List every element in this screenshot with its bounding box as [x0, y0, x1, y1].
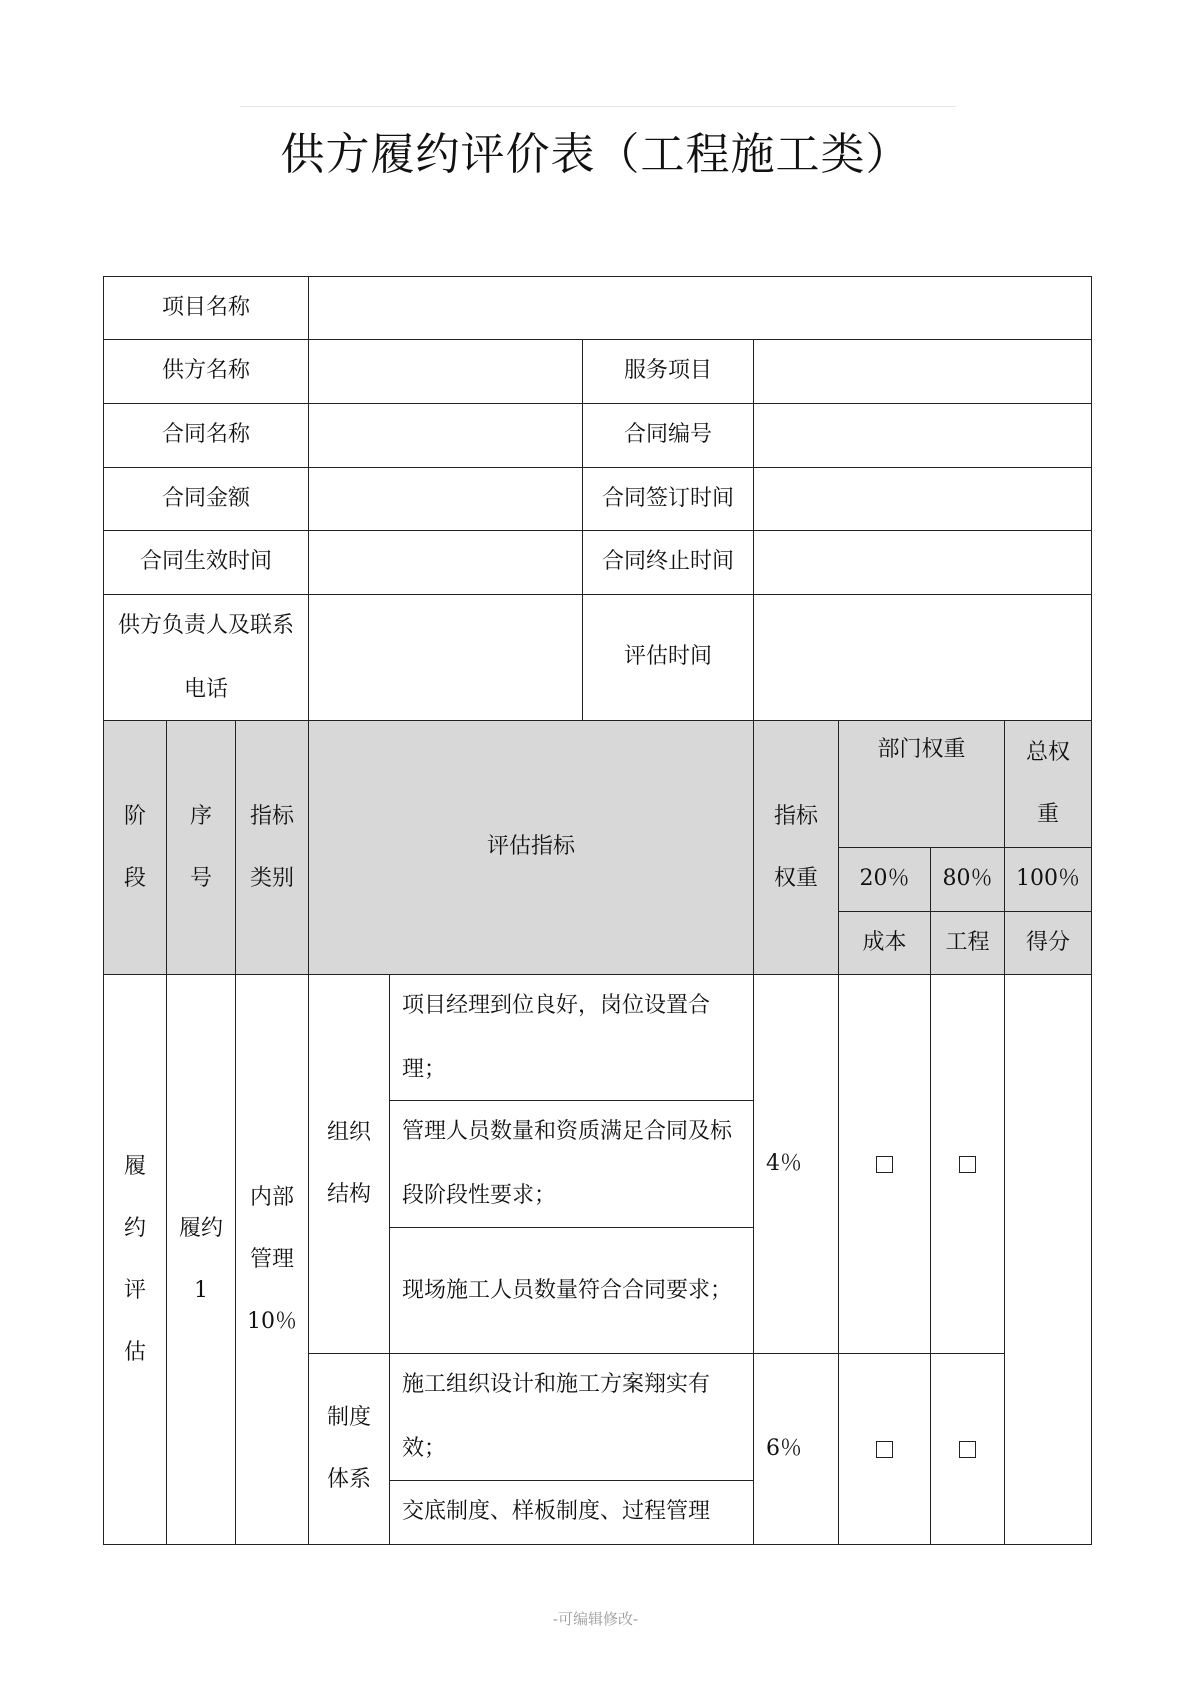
- contract-effective-time-label: 合同生效时间: [103, 530, 309, 595]
- contract-amount-value[interactable]: [308, 467, 583, 531]
- eng-checkbox-cell: [930, 974, 1005, 1354]
- contract-sign-time-value[interactable]: [753, 467, 1092, 531]
- supplier-contact-label: [103, 594, 309, 721]
- total-weight-header: [1004, 720, 1092, 848]
- stage-cell: [103, 974, 167, 1545]
- indicator-item: [389, 1227, 754, 1354]
- contract-no-label: 合同编号: [582, 403, 754, 468]
- stage-cell-text: 履约评估: [123, 1153, 146, 1365]
- cost-pct: 20％: [838, 847, 931, 912]
- indicator-item: [389, 1100, 754, 1228]
- group-name-system: [308, 1353, 390, 1545]
- supplier-name-label: 供方名称: [103, 339, 309, 404]
- contract-name-value[interactable]: [308, 403, 583, 468]
- cost-checkbox-cell: [838, 974, 931, 1354]
- supplier-name-value[interactable]: [308, 339, 583, 404]
- group-name-system-text: 制度体系: [327, 1405, 372, 1492]
- group-weight-system: 6％: [753, 1353, 839, 1545]
- weight-header: [753, 720, 839, 975]
- seq-header: [166, 720, 236, 975]
- contract-no-value[interactable]: [753, 403, 1092, 468]
- indicator-header: 评估指标: [308, 720, 754, 975]
- cost-header: 成本: [838, 911, 931, 975]
- seq-header-text: 序号: [189, 803, 212, 891]
- eng-header: 工程: [930, 911, 1005, 975]
- project-name-label: 项目名称: [103, 276, 309, 340]
- eng-pct: 80％: [930, 847, 1005, 912]
- category-header: [235, 720, 309, 975]
- indicator-item-text: 现场施工人员数量符合合同要求；: [402, 1277, 733, 1303]
- seq-cell-text: 履约1: [178, 1215, 223, 1303]
- indicator-item: [389, 1353, 754, 1481]
- indicator-item-text: 项目经理到位良好，岗位设置合理；: [402, 992, 711, 1082]
- score-header: 得分: [1004, 911, 1092, 975]
- weight-header-text: 指标权重: [773, 803, 818, 891]
- eval-time-value[interactable]: [753, 594, 1092, 721]
- group-name-org-text: 组织结构: [327, 1120, 372, 1207]
- indicator-item: [389, 1480, 754, 1545]
- group-weight-org: 4％: [753, 974, 839, 1354]
- service-item-value[interactable]: [753, 339, 1092, 404]
- contract-end-time-label: 合同终止时间: [582, 530, 754, 595]
- project-name-value[interactable]: [308, 276, 1092, 340]
- contract-amount-label: 合同金额: [103, 467, 309, 531]
- group-name-org: [308, 974, 390, 1354]
- contract-effective-time-value[interactable]: [308, 530, 583, 595]
- total-pct: 100％: [1004, 847, 1092, 912]
- stage-header: [103, 720, 167, 975]
- contract-name-label: 合同名称: [103, 403, 309, 468]
- page-footer: -可编辑修改-: [552, 1610, 639, 1628]
- service-item-label: 服务项目: [582, 339, 754, 404]
- cost-checkbox[interactable]: [876, 1441, 893, 1458]
- indicator-item-text: 施工组织设计和施工方案翔实有效；: [402, 1372, 711, 1461]
- seq-cell: [166, 974, 236, 1545]
- dept-weight-header: [838, 720, 1005, 848]
- score-cell[interactable]: [1004, 974, 1092, 1545]
- indicator-item-text: 交底制度、样板制度、过程管理: [402, 1499, 711, 1525]
- total-weight-header-text: 总权重: [1025, 740, 1070, 827]
- supplier-contact-value[interactable]: [308, 594, 583, 721]
- page-title: 供方履约评价表（工程施工类）: [280, 129, 911, 180]
- contract-end-time-value[interactable]: [753, 530, 1092, 595]
- supplier-contact-label-text: 供方负责人及联系电话: [118, 612, 295, 702]
- contract-sign-time-label: 合同签订时间: [582, 467, 754, 531]
- eng-checkbox-cell: [930, 1353, 1005, 1545]
- category-cell-text: 内部管理10％: [247, 1184, 298, 1334]
- stage-header-text: 阶段: [123, 803, 146, 891]
- eng-checkbox[interactable]: [959, 1156, 976, 1173]
- indicator-item-text: 管理人员数量和资质满足合同及标段阶段性要求；: [402, 1119, 733, 1208]
- eval-time-label: 评估时间: [582, 594, 754, 721]
- cost-checkbox[interactable]: [876, 1156, 893, 1173]
- dept-weight-header-text: 部门权重: [877, 737, 966, 762]
- cost-checkbox-cell: [838, 1353, 931, 1545]
- eng-checkbox[interactable]: [959, 1441, 976, 1458]
- category-cell: [235, 974, 309, 1545]
- category-header-text: 指标类别: [249, 803, 294, 891]
- indicator-item: [389, 974, 754, 1101]
